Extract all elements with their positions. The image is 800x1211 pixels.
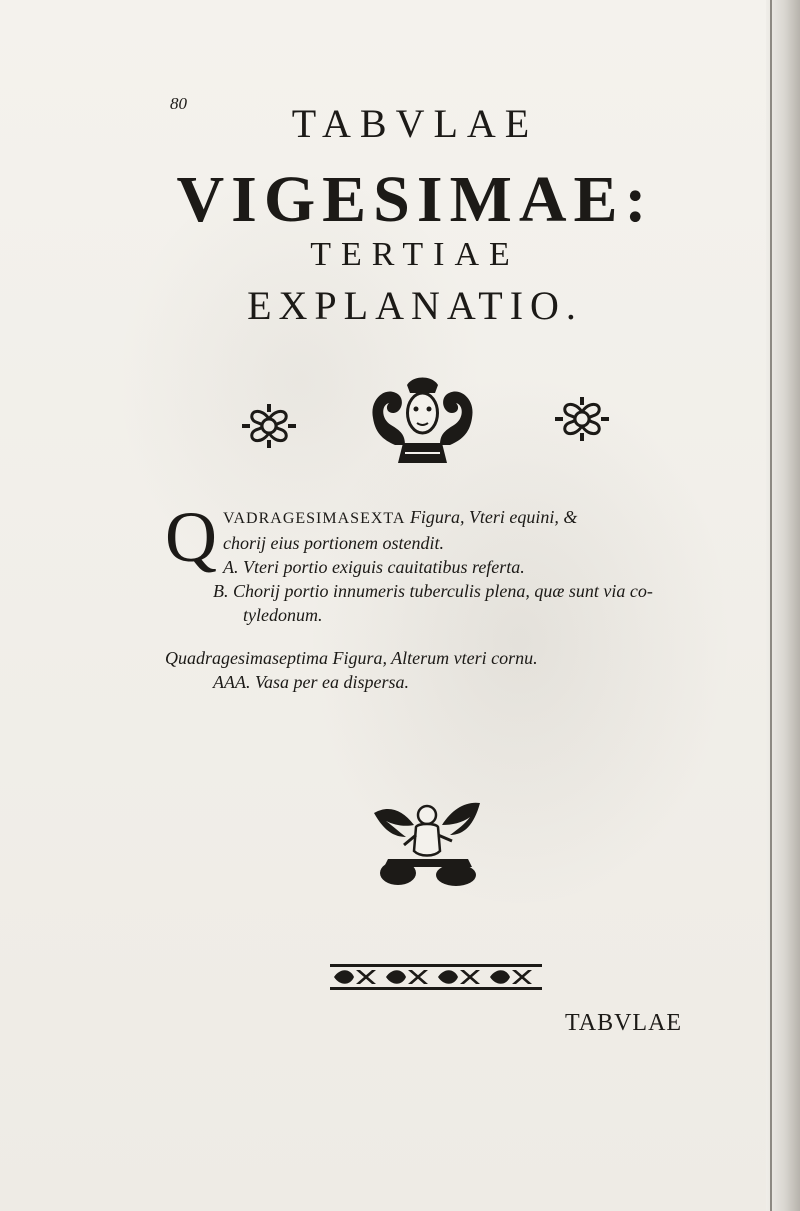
para1-line4: B. Chorij portio innumeris tuberculis plena, quæ sunt via co-: [213, 581, 653, 601]
ornamental-fleuron-left-icon: [240, 402, 298, 450]
para1-line2: chorij eius portionem ostendit.: [223, 533, 444, 553]
drop-cap: Q: [165, 497, 217, 577]
mask-headpiece-icon: [365, 373, 480, 468]
para2-line1: Quadragesimaseptima Figura, Alterum vteri cornu.: [165, 648, 538, 668]
title-line-2: VIGESIMAE:: [176, 163, 654, 236]
para1-line1-rest: Figura, Vteri equini, &: [405, 507, 578, 527]
title-line-4: EXPLANATIO.: [247, 283, 583, 328]
page-number: 80: [170, 94, 187, 113]
paragraph-figure-47: [165, 646, 725, 694]
cherub-tailpiece-icon: [368, 795, 486, 887]
para1-line3: A. Vteri portio exiguis cauitatibus referta.: [223, 557, 525, 577]
paragraph-figure-46: [165, 497, 725, 627]
para1-line1-caps: VADRAGESIMASEXTA: [223, 510, 406, 527]
title-line-1: TABVLAE: [291, 101, 539, 146]
ornamental-border-strip-icon: [330, 962, 542, 992]
para1-line5: tyledonum.: [243, 605, 323, 625]
title-line-3: TERTIAE: [310, 236, 520, 273]
para2-line2: AAA. Vasa per ea dispersa.: [213, 672, 409, 692]
para1-line1: [165, 505, 725, 531]
catchword: TABVLAE: [565, 1010, 683, 1036]
ornamental-fleuron-right-icon: [553, 395, 611, 443]
